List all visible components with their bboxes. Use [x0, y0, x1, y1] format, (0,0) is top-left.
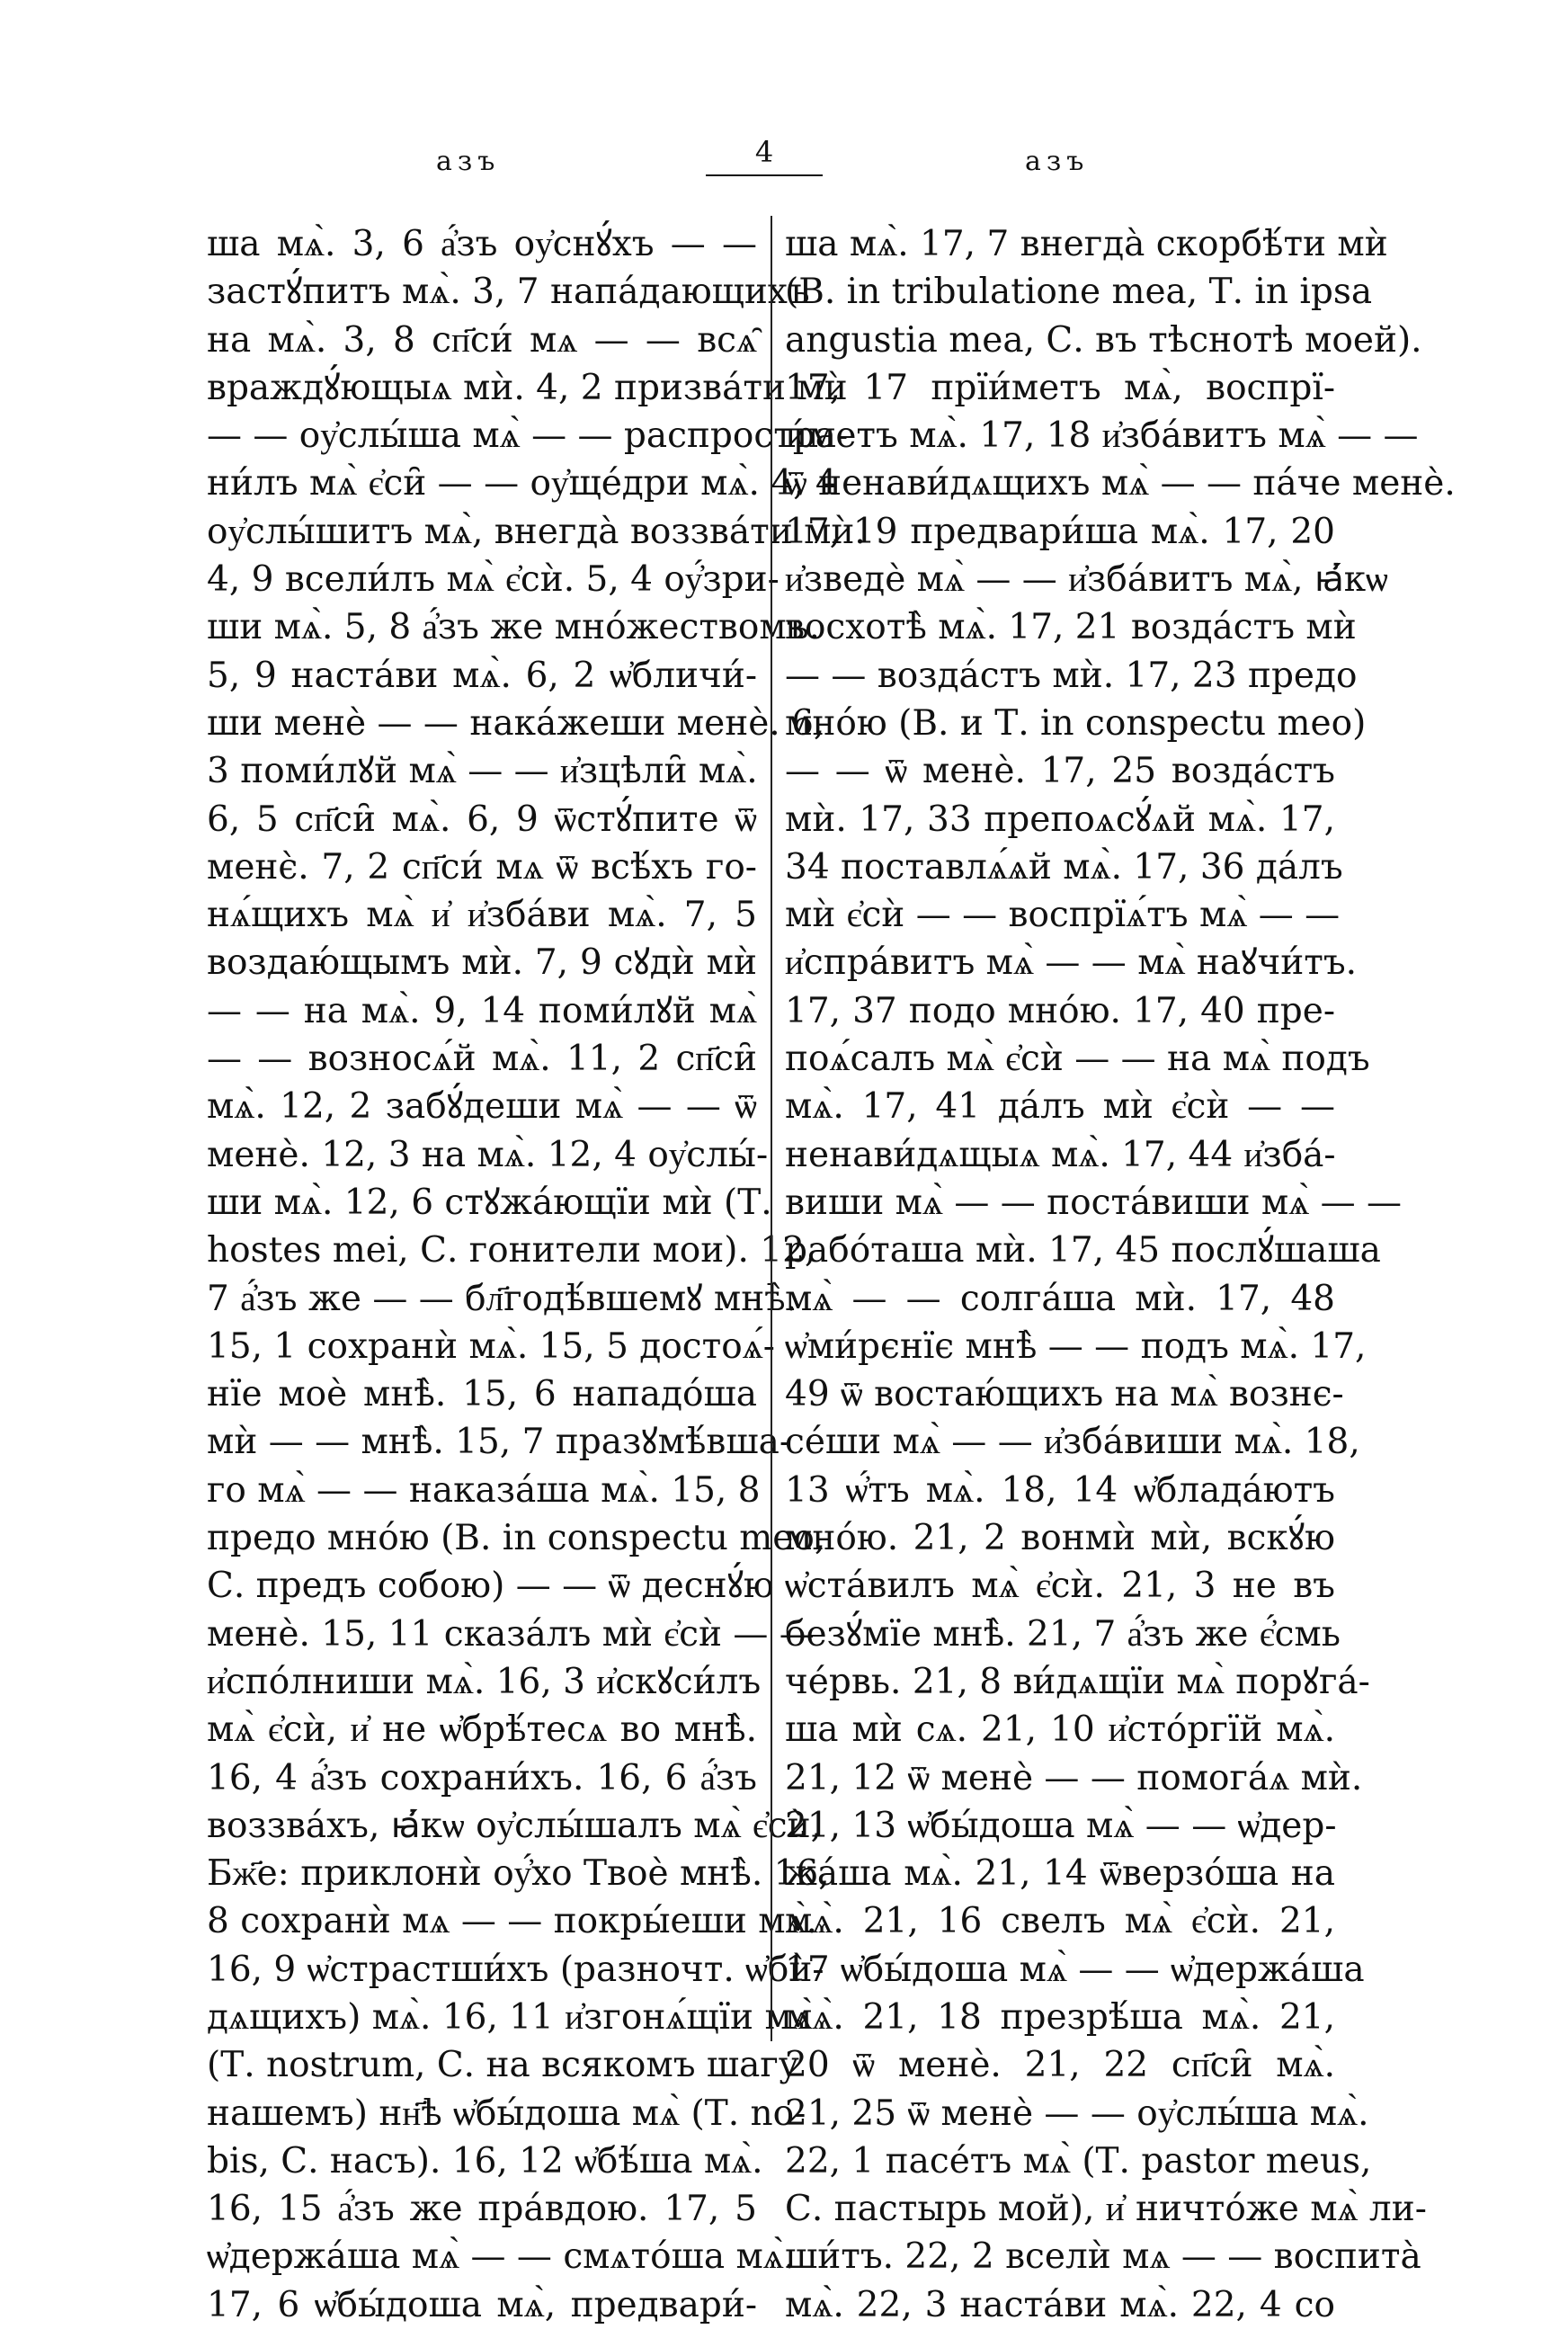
text-line: ши́тъ. 22, 2 вселѝ мѧ — — воспита̀: [785, 2236, 1421, 2278]
text-line: мѧ̀. 21, 18 презрѣ́ша мѧ̀. 21,: [785, 1996, 1335, 2038]
text-line: мѧ̀. 22, 3 наста́ви мѧ̀. 22, 4 со: [785, 2284, 1335, 2325]
text-line: мѧ̀ — — солга́ша мѝ. 17, 48: [785, 1278, 1335, 1319]
text-line: 17, 19 предвари́ша мѧ̀. 17, 20: [785, 511, 1335, 552]
text-line: мѝ є҆сѝ — — воспрїѧ́тъ мѧ̀ — —: [785, 895, 1341, 936]
text-line: и҆зведѐ мѧ̀ — — и҆зба́витъ мѧ̀, ꙗ҆́кѡ: [785, 559, 1388, 601]
text-line: ни́лъ мѧ̀ є҆си̑ — — оу҆ще́дри мѧ̀. 4, 4: [207, 463, 838, 504]
text-line: 22, 1 пасе́тъ мѧ̀ (Т. pastor meus,: [785, 2140, 1372, 2182]
text-line: мѧ̀ є҆сѝ, и҆ не ѡ҆брѣ́тесѧ во мнѣ̀.: [207, 1709, 757, 1751]
text-line: 5, 9 наста́ви мѧ̀. 6, 2 ѡ҆бличи́-: [207, 655, 757, 696]
text-line: нашемъ) нн҃ѣ ѡ҆бы́доша мѧ̀ (Т. no-: [207, 2093, 806, 2134]
text-line: 17 ѡ҆бы́доша мѧ̀ — — ѡ҆держа́ша: [785, 1949, 1365, 1990]
text-line: менѐ. 15, 11 сказа́лъ мѝ є҆сѝ — —: [207, 1613, 815, 1655]
text-line: 20 ѿ менѐ. 21, 22 сп҃си̑ мѧ̀.: [785, 2045, 1335, 2086]
text-line: оу҆слы́шитъ мѧ̀, внегда̀ воззва́ти мѝ.: [207, 511, 866, 552]
text-line: безꙋ́мїе мнѣ̀. 21, 7 а҆́зъ же є҆́смь: [785, 1613, 1341, 1655]
text-line: Бж҃е: приклонѝ оу҆́хо Твоѐ мнѣ̀. 16,: [207, 1853, 830, 1895]
text-line: (Т. nostrum, С. на всякомъ шагу: [207, 2045, 799, 2086]
text-line: ши менѐ — — нака́жеши менѐ. 6,: [207, 702, 825, 744]
text-line: — — ѿ менѐ. 17, 25 возда́стъ: [785, 751, 1335, 792]
text-line: дѧщихъ) мѧ̀. 16, 11 и҆згонѧ́щїи мѧ̀: [207, 1996, 813, 2038]
text-line: мѝ. 17, 33 препоѧсꙋ́ѧй мѧ̀. 17,: [785, 799, 1335, 840]
page-number: 4: [754, 135, 774, 169]
text-line: виши мѧ̀ — — поста́виши мѧ̀ — —: [785, 1182, 1403, 1223]
text-line: мно́ю. 21, 2 вонмѝ мѝ, вскꙋ́ю: [785, 1518, 1335, 1559]
text-line: ѡ҆держа́ша мѧ̀ — — смѧто́ша мѧ̀.: [207, 2236, 796, 2278]
text-line: 16, 15 а҆́зъ же пра́вдою. 17, 5: [207, 2189, 757, 2230]
text-line: 13 ѡ҆́тъ мѧ̀. 18, 14 ѡ҆блада́ютъ: [785, 1469, 1335, 1511]
text-line: — — оу҆слы́ша мѧ̀ — — распростра-: [207, 415, 849, 457]
text-line: 21, 13 ѡ҆бы́доша мѧ̀ — — ѡ҆дер-: [785, 1805, 1337, 1846]
text-line: нїе моѐ мнѣ̀. 15, 6 нападо́ша: [207, 1374, 757, 1415]
text-line: ша мѝ сѧ. 21, 10 и҆сто́ргїй мѧ̀.: [785, 1709, 1335, 1751]
text-line: angustia mea, С. въ тѣснотѣ моей).: [785, 319, 1422, 361]
right-text-column: [785, 220, 1456, 2325]
running-head-left: азъ: [436, 146, 501, 177]
text-line: воззва́хъ, ꙗ҆́кѡ оу҆слы́шалъ мѧ̀ є҆сѝ,: [207, 1805, 822, 1846]
text-line: мѧ̀. 17, 41 да́лъ мѝ є҆сѝ — —: [785, 1086, 1335, 1128]
text-line: нѧ́щихъ мѧ̀ и҆ и҆зба́ви мѧ̀. 7, 5: [207, 895, 757, 936]
text-line: ѡ҆ста́вилъ мѧ̀ є҆сѝ. 21, 3 не въ: [785, 1566, 1335, 1607]
text-line: мѝ — — мнѣ̀. 15, 7 празꙋмѣ́вша-: [207, 1422, 792, 1463]
text-line: восхотѣ̀ мѧ̀. 17, 21 возда́стъ мѝ: [785, 607, 1357, 648]
text-line: и҆спра́витъ мѧ̀ — — мѧ̀ наꙋчи́тъ.: [785, 942, 1358, 984]
text-line: 21, 25 ѿ менѐ — — оу҆слы́ша мѧ̀.: [785, 2093, 1369, 2134]
text-line: 16, 9 ѡ҆страстши́хъ (разночт. ѡ҆бѝ-: [207, 1949, 824, 1990]
text-line: — — возда́стъ мѝ. 17, 23 предо: [785, 655, 1358, 696]
text-line: менє̀. 7, 2 сп҃си́ мѧ ѿ всѣ́хъ го-: [207, 846, 757, 888]
text-line: ша мѧ̀. 17, 7 внегда̀ скорбѣ́ти мѝ: [785, 224, 1388, 264]
text-line: 16, 4 а҆́зъ сохрани́хъ. 16, 6 а҆́зъ: [207, 1757, 757, 1798]
text-line: — — возносѧ́й мѧ̀. 11, 2 сп҃си̑: [207, 1039, 757, 1080]
text-line: застꙋ́питъ мѧ̀. 3, 7 напа́дающихъ: [207, 272, 810, 313]
running-head-right: азъ: [1025, 146, 1090, 177]
text-line: го мѧ̀ — — наказа́ша мѧ̀. 15, 8: [207, 1469, 761, 1511]
left-text-column: [207, 220, 866, 2325]
text-line: 6, 5 сп҃си̑ мѧ̀. 6, 9 ѿстꙋ́пите ѿ: [207, 799, 757, 840]
text-line: 4, 9 всели́лъ мѧ̀ є҆сѝ. 5, 4 оу҆́зри-: [207, 559, 780, 601]
text-line: — — на мѧ̀. 9, 14 поми́лꙋй мѧ̀: [207, 990, 757, 1031]
text-line: ша мѧ̀. 3, 6 а҆́зъ оу҆снꙋ́хъ — —: [207, 224, 757, 264]
text-line: hostes mei, С. гонители мои). 12,: [207, 1230, 816, 1272]
text-line: 49 ѿ востаю́щихъ на мѧ̀ вознє-: [785, 1374, 1344, 1415]
text-line: ѿ ненави́дѧщихъ мѧ̀ — — па́че менѐ.: [785, 463, 1456, 504]
text-line: се́ши мѧ̀ — — и҆зба́виши мѧ̀. 18,: [785, 1422, 1360, 1463]
text-line: ши мѧ̀. 12, 6 стꙋжа́ющїи мѝ (Т.: [207, 1182, 772, 1223]
text-line: ненави́дѧщыѧ мѧ̀. 17, 44 и҆зба́-: [785, 1134, 1336, 1175]
text-line: че́рвь. 21, 8 ви́дѧщїи мѧ̀ порꙋга́-: [785, 1661, 1370, 1702]
text-line: 21, 12 ѿ менѐ — — помога́ѧ мѝ.: [785, 1757, 1363, 1798]
text-line: рабо́таша мѝ. 17, 45 послꙋ́шаша: [785, 1230, 1381, 1272]
text-line: воздаю́щымъ мѝ. 7, 9 сꙋдѝ мѝ: [207, 942, 757, 984]
text-line: ши мѧ̀. 5, 8 а҆́зъ же мно́жествомъ.: [207, 607, 820, 648]
text-line: мѧ̀. 21, 16 свелъ мѧ̀ є҆сѝ. 21,: [785, 1901, 1335, 1942]
text-line: 15, 1 сохранѝ мѧ̀. 15, 5 достоѧ́-: [207, 1325, 775, 1367]
text-line: предо мно́ю (В. in conspectu meo,: [207, 1518, 826, 1559]
text-line: 34 поставлѧ́ѧй мѧ̀. 17, 36 да́лъ: [785, 846, 1343, 888]
text-line: ѡ҆ми́рєнїє мнѣ̀ — — подъ мѧ̀. 17,: [785, 1325, 1367, 1367]
text-line: С. предъ собою) — — ѿ деснꙋ́ю: [207, 1566, 774, 1607]
text-line: мѧ̀. 12, 2 забꙋ́деши мѧ̀ — — ѿ: [207, 1086, 757, 1128]
text-line: поѧ́салъ мѧ̀ є҆сѝ — — на мѧ̀ подъ: [785, 1039, 1370, 1080]
text-line: 8 сохранѝ мѧ — — покры́еши мѧ̀.: [207, 1901, 817, 1942]
text-line: и҆спо́лниши мѧ̀. 16, 3 и҆скꙋси́лъ: [207, 1661, 762, 1702]
page-number-rule: [706, 174, 823, 176]
column-divider: [771, 216, 772, 2041]
text-line: 7 а҆́зъ же — — бл҃годѣ́вшемꙋ мнѣ̀.: [207, 1278, 797, 1319]
text-line: мно́ю (В. и Т. in conspectu meo): [785, 702, 1367, 744]
text-line: (В. in tribulatione mea, Т. in ipsa: [785, 272, 1373, 313]
text-line: 17, 17 прїи́метъ мѧ̀, воспрї-: [785, 367, 1335, 408]
text-line: менѐ. 12, 3 на мѧ̀. 12, 4 оу҆слы́-: [207, 1134, 769, 1175]
text-line: 17, 6 ѡ҆бы́доша мѧ̀, предвари́-: [207, 2284, 757, 2325]
text-line: на мѧ̀. 3, 8 сп҃си́ мѧ — — всѧ̑: [207, 319, 757, 361]
text-line: 17, 37 подо мно́ю. 17, 40 пре-: [785, 990, 1335, 1031]
text-line: С. пастырь мой), и҆ ничто́же мѧ̀ ли-: [785, 2189, 1427, 2230]
text-line: жа́ша мѧ̀. 21, 14 ѿверзо́ша на: [785, 1853, 1335, 1895]
text-line: bis, С. насъ). 16, 12 ѡ҆бѣ́ша мѧ̀.: [207, 2140, 763, 2182]
text-line: и́метъ мѧ̀. 17, 18 и҆зба́витъ мѧ̀ — —: [785, 415, 1419, 457]
text-line: враждꙋ́ющыѧ мѝ. 4, 2 призва́ти мѝ: [207, 367, 848, 408]
page-header: [0, 135, 1568, 189]
text-line: 3 поми́лꙋй мѧ̀ — — и҆зцѣли̑ мѧ̀.: [207, 751, 758, 792]
